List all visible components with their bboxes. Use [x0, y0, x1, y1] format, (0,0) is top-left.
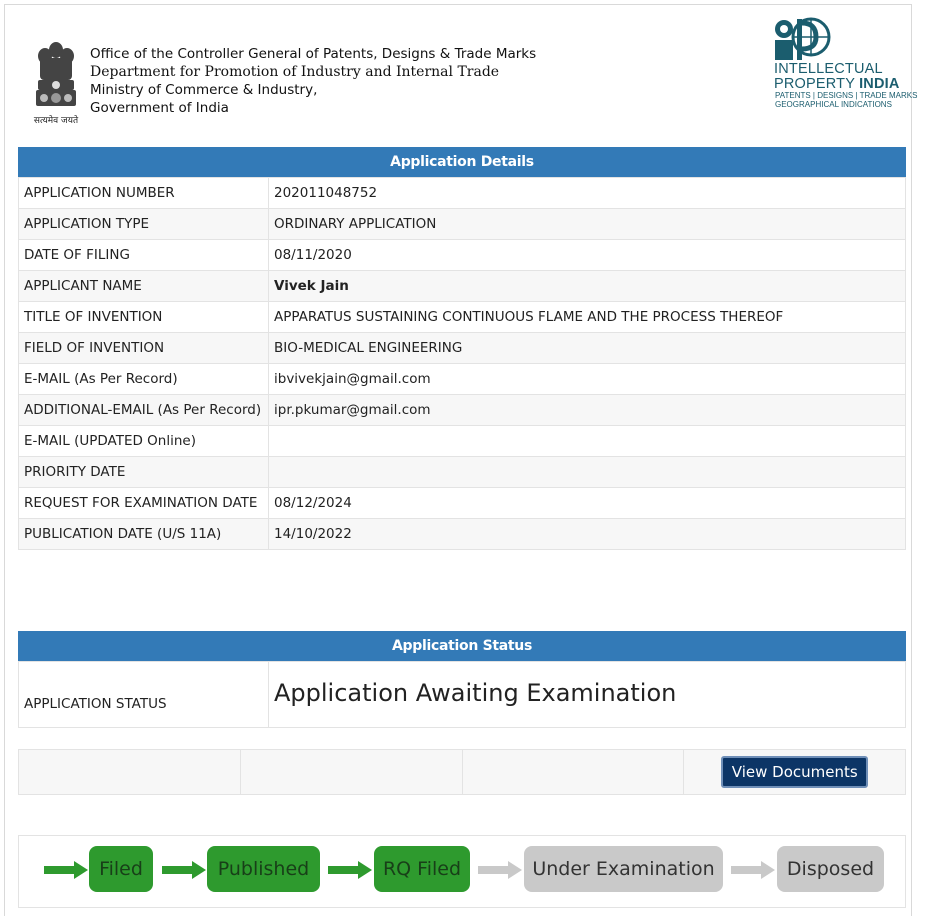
- documents-cell: [684, 750, 905, 794]
- detail-label: APPLICATION TYPE: [19, 209, 269, 240]
- arrow-right-icon: [478, 861, 522, 879]
- table-row: [19, 488, 906, 519]
- detail-value: [269, 457, 906, 488]
- logo-india: INDIA: [859, 76, 900, 92]
- logo-sub-1: PATENTS | DESIGNS | TRADE MARKS: [775, 91, 918, 100]
- logo-property: PROPERTY: [774, 76, 860, 92]
- ip-india-logo-subtext: [775, 92, 917, 109]
- table-row: [19, 457, 906, 488]
- table-row: [19, 302, 906, 333]
- logo-sub-2: GEOGRAPHICAL INDICATIONS: [775, 99, 892, 109]
- table-row: [19, 519, 906, 550]
- detail-value: ipr.pkumar@gmail.com: [269, 395, 906, 426]
- documents-cell: [241, 750, 463, 794]
- status-label: APPLICATION STATUS: [19, 662, 269, 727]
- progress-tracker: [18, 835, 906, 908]
- application-status-row: [18, 661, 906, 728]
- detail-label: ADDITIONAL-EMAIL (As Per Record): [19, 395, 269, 426]
- detail-value: 14/10/2022: [269, 519, 906, 550]
- documents-row: [18, 749, 906, 795]
- step-published: Published: [207, 846, 320, 892]
- office-line-2: Department for Promotion of Industry and Internal Trade: [90, 64, 500, 80]
- detail-label: E-MAIL (UPDATED Online): [19, 426, 269, 457]
- logo-line-1: INTELLECTUAL: [774, 61, 883, 77]
- table-row: [19, 178, 906, 209]
- detail-value: 08/11/2020: [269, 240, 906, 271]
- documents-cell: [19, 750, 241, 794]
- detail-value: 202011048752: [269, 178, 906, 209]
- table-row: [19, 271, 906, 302]
- table-row: [19, 209, 906, 240]
- detail-label: DATE OF FILING: [19, 240, 269, 271]
- application-details-header: Application Details: [18, 147, 906, 178]
- table-row: [19, 395, 906, 426]
- office-line-4: Government of India: [90, 100, 229, 116]
- detail-value: [269, 426, 906, 457]
- table-row: [19, 240, 906, 271]
- application-details-table: [18, 177, 906, 550]
- table-row: [19, 364, 906, 395]
- detail-label: APPLICANT NAME: [19, 271, 269, 302]
- detail-label: TITLE OF INVENTION: [19, 302, 269, 333]
- office-line-3: Ministry of Commerce & Industry,: [90, 82, 318, 98]
- view-documents-button[interactable]: View Documents: [721, 756, 868, 788]
- step-under-examination: Under Examination: [524, 846, 723, 892]
- documents-cell: [463, 750, 685, 794]
- arrow-right-icon: [731, 861, 775, 879]
- detail-value: BIO-MEDICAL ENGINEERING: [269, 333, 906, 364]
- application-status-header: Application Status: [18, 631, 906, 662]
- detail-value: APPARATUS SUSTAINING CONTINUOUS FLAME AND THE PROCESS THEREOF: [269, 302, 906, 333]
- ip-india-logo-text: [774, 62, 900, 92]
- detail-label: FIELD OF INVENTION: [19, 333, 269, 364]
- detail-value: ibvivekjain@gmail.com: [269, 364, 906, 395]
- table-row: [19, 426, 906, 457]
- step-rq-filed: RQ Filed: [374, 846, 470, 892]
- detail-label: PRIORITY DATE: [19, 457, 269, 488]
- step-disposed: Disposed: [777, 846, 884, 892]
- emblem-caption: सत्यमेव जयते: [33, 116, 79, 126]
- office-heading: [90, 45, 536, 117]
- logo-line-2: [774, 77, 900, 92]
- detail-label: PUBLICATION DATE (U/S 11A): [19, 519, 269, 550]
- status-value: Application Awaiting Examination: [274, 678, 677, 707]
- office-line-1: Office of the Controller General of Patents, Designs & Trade Marks: [90, 46, 537, 62]
- national-emblem-icon: [30, 38, 82, 128]
- detail-label: REQUEST FOR EXAMINATION DATE: [19, 488, 269, 519]
- table-row: [19, 333, 906, 364]
- arrow-right-icon: [44, 861, 88, 879]
- applicant-name-value: Vivek Jain: [269, 271, 906, 302]
- step-filed: Filed: [89, 846, 153, 892]
- detail-value: 08/12/2024: [269, 488, 906, 519]
- arrow-right-icon: [162, 861, 206, 879]
- detail-label: E-MAIL (As Per Record): [19, 364, 269, 395]
- detail-value: ORDINARY APPLICATION: [269, 209, 906, 240]
- detail-label: APPLICATION NUMBER: [19, 178, 269, 209]
- arrow-right-icon: [328, 861, 372, 879]
